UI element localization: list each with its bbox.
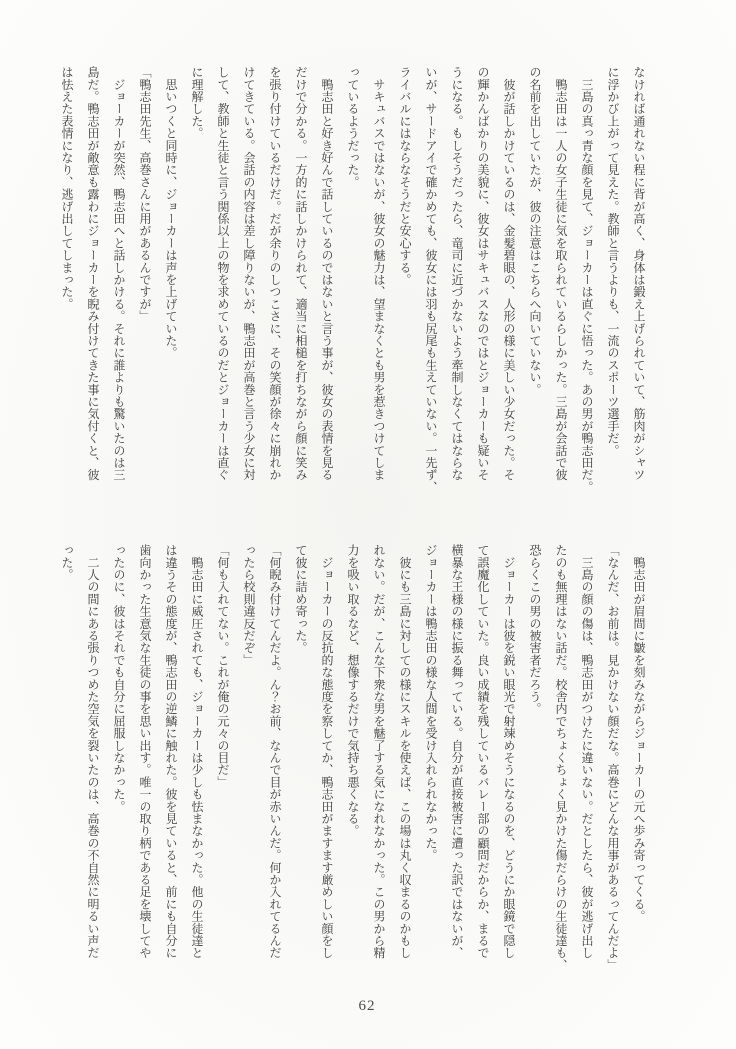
text-column: だけで分かる。一方的に話しかけられて、適当に相槌を打ちながら顔に笑み	[294, 66, 308, 481]
text-column: 鴨志田に威圧されても、ジョーカーは少しも怯まなかった。他の生徒達と	[190, 544, 204, 959]
text-column: 「何も入れてない。これが俺の元々の目だ」	[216, 544, 230, 788]
text-column: を張り付けているだけだ。だが余りのしつこさに、その笑顔が徐々に崩れか	[268, 66, 282, 481]
text-column: れない。だが、こんな下衆な男を魅了する気になれなかった。この男から精	[372, 544, 386, 959]
text-column: 歯向かった生意気な生徒の事を思い出す。唯一の取り柄である足を壊してや	[138, 544, 152, 959]
text-column: 横暴な王様の様に振る舞っている。自分が直接被害に遭った訳ではないが、	[450, 544, 464, 959]
text-column: 思いつくと同時に、ジョーカーは声を上げていた。	[164, 66, 178, 359]
text-column: に理解した。	[190, 66, 204, 140]
text-column: ジョーカーが突然、鴨志田へと話しかける。それに誰よりも驚いたのは三	[112, 66, 126, 481]
text-column: 力を吸い取るなど、想像するだけで気持ち悪くなる。	[346, 544, 360, 837]
text-column: ったら校則違反だぞ」	[242, 544, 256, 666]
text-column: は違うその態度が、鴨志田の逆鱗に触れた。彼を見ていると、前にも自分に	[164, 544, 178, 959]
text-column: っているようだった。	[346, 66, 360, 188]
text-column: ジョーカーの反抗的な態度を察してか、鴨志田がますます厳めしい顔をし	[320, 544, 334, 959]
text-block-top	[48, 66, 652, 518]
text-column: 三島の顔の傷は、鴨志田がつけたに違いない。だとしたら、彼が逃げ出し	[580, 544, 594, 959]
text-column: った。	[60, 544, 74, 581]
text-column: 鴨志田と好き好んで話しているのではないと言う事が、彼女の表情を見る	[320, 66, 334, 481]
text-column: て誤魔化していた。良い成績を残しているバレー部の顧問だからか、まるで	[476, 544, 490, 959]
text-column: 島だ。鴨志田が敵意も露わにジョーカーを睨み付けてきた事に気付くと、彼	[86, 66, 100, 481]
text-column: 鴨志田が眉間に皺を刻みながらジョーカーの元へ歩み寄ってくる。	[632, 544, 646, 923]
text-column: 三島の真っ青な顔を見て、ジョーカーは直ぐに悟った。あの男が鴨志田だ。	[580, 66, 594, 493]
text-column: の輝かんばかりの美貌に、彼女はサキュバスなのではとジョーカーも疑いそ	[476, 66, 490, 481]
text-column: して、教師と生徒と言う関係以上の物を求めているのだとジョーカーは直ぐ	[216, 66, 230, 481]
text-column: 「何睨み付けてんだよ。ん？お前、なんで目が赤いんだ。何か入れてるんだ	[268, 544, 282, 959]
text-column: の名前を出していたが、彼の注意はこちらへ向いていない。	[528, 66, 542, 396]
text-column: サキュバスではないが、彼女の魅力は、望まなくとも男を惹きつけてしま	[372, 66, 386, 481]
text-column: 二人の間にある張りつめた空気を裂いたのは、高巻の不自然に明るい声だ	[86, 544, 100, 959]
text-column: ジョーカーは鴨志田の様な人間を受け入れられなかった。	[424, 544, 438, 862]
text-column: なければ通れない程に背が高く、身体は鍛え上げられていて、筋肉がシャツ	[632, 66, 646, 481]
text-column: 恐らくこの男の被害者だろう。	[528, 544, 542, 715]
text-column: 彼にも三島に対しての様にスキルを使えば、この場は丸く収まるのかもし	[398, 544, 412, 959]
text-column: うになる。もしそうだったら、竜司に近づかないよう牽制しなくてはならな	[450, 66, 464, 481]
text-column: ったのに、彼はそれでも自分に屈服しなかった。	[112, 544, 126, 813]
text-block-bottom	[48, 544, 652, 996]
text-column: けてきている。会話の内容は差し障りないが、鴨志田が高巻と言う少女に対	[242, 66, 256, 481]
text-column: に浮かび上がって見えた。教師と言うよりも、一流のスポーツ選手だ。	[606, 66, 620, 457]
text-column: 「鴨志田先生、高巻さんに用があるんですが」	[138, 66, 152, 323]
text-column: 鴨志田は一人の女子生徒に気を取られているらしかった。三島が会話で彼	[554, 66, 568, 481]
text-column: たのも無理はない話だ。校舎内でちょくちょく見かけた傷だらけの生徒達も、	[554, 544, 568, 971]
text-column: 「なんだ、お前は。見かけない顔だな。高巻にどんな用事があるってんだよ」	[606, 544, 620, 971]
page-number: 62	[358, 998, 376, 1014]
text-column: ライバルにはならなそうだと安心する。	[398, 66, 412, 286]
text-column: は怯えた表情になり、逃げ出してしまった。	[60, 66, 74, 310]
text-column: て彼に詰め寄った。	[294, 544, 308, 654]
text-column: いが、サードアイで確かめても、彼女には羽も尻尾も生えていない。一先ず、	[424, 66, 438, 493]
text-column: 彼が話しかけているのは、金髪碧眼の、人形の様に美しい少女だった。そ	[502, 66, 516, 481]
text-column: ジョーカーは彼を鋭い眼光で射竦めそうになるのを、どうにか眼鏡で隠し	[502, 544, 516, 959]
